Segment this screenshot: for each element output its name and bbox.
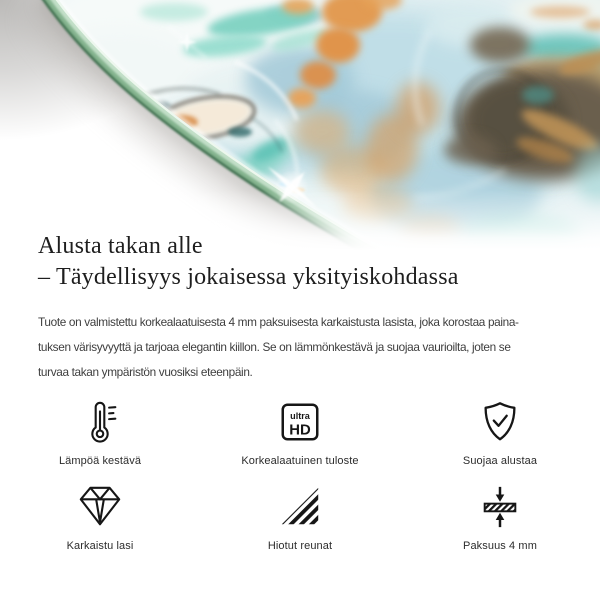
feature-label: Hiotut reunat <box>267 540 333 552</box>
feature-thickness-4mm <box>405 483 595 552</box>
feature-tempered-glass <box>5 483 195 552</box>
feature-protects-surface <box>405 398 595 467</box>
title-line-1: Alusta takan alle <box>38 233 203 259</box>
product-description <box>38 310 578 385</box>
feature-label: Karkaistu lasi <box>66 540 134 552</box>
thermometer-icon <box>77 398 123 446</box>
glass-panel-photo <box>0 0 600 250</box>
feature-label: Lämpöä kestävä <box>58 455 142 467</box>
title-line-2: – Täydellisyys jokaisessa yksityiskohdassa <box>38 264 459 290</box>
page-title <box>38 231 578 293</box>
svg-text:ultra: ultra <box>290 411 310 422</box>
shield-check-icon <box>477 398 523 446</box>
feature-label: Paksuus 4 mm <box>463 540 537 552</box>
feature-label: Suojaa alustaa <box>462 455 538 467</box>
polished-edge-icon <box>277 483 323 531</box>
svg-text:HD: HD <box>289 422 311 439</box>
product-info-section <box>38 231 578 385</box>
feature-polished-edges <box>205 483 395 552</box>
description-line-1: Tuote on valmistettu korkealaatuisesta 4 mm paksuisesta karkaistusta lasista, joka korostaa paina- <box>38 315 519 329</box>
ultra-hd-icon <box>277 398 323 446</box>
feature-heat-resistant <box>5 398 195 467</box>
diamond-icon <box>77 483 123 531</box>
product-image <box>0 0 600 250</box>
thickness-icon <box>477 483 523 531</box>
description-line-3: turvaa takan ympäristön vuosiksi eteenpäin. <box>38 365 253 379</box>
feature-grid <box>0 398 600 552</box>
feature-label: Korkealaatuinen tuloste <box>241 455 359 467</box>
description-line-2: tuksen värisyvyyttä ja tarjoaa elegantin kiillon. Se on lämmönkestävä ja suojaa vaurioilta, joten se <box>38 340 511 354</box>
feature-ultra-hd-print <box>205 398 395 467</box>
